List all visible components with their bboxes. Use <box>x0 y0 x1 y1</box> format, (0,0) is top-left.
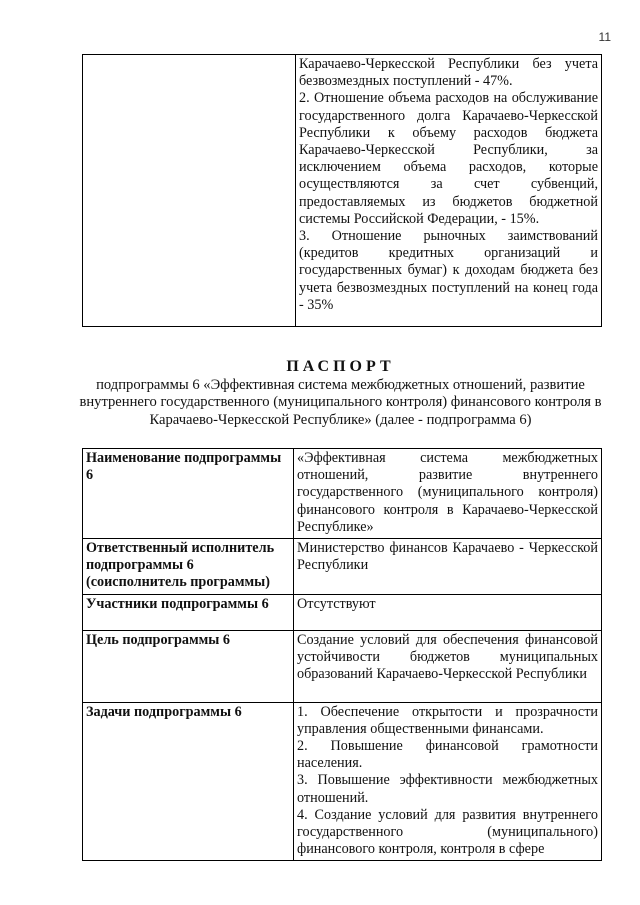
row-label: Задачи подпрограммы 6 <box>83 702 294 861</box>
row-value: Отсутствуют <box>294 594 602 630</box>
row-label: Участники подпрограммы 6 <box>83 594 294 630</box>
page-number: 11 <box>598 30 611 44</box>
continuation-table <box>82 54 602 327</box>
table-row <box>83 594 602 630</box>
indicators-cell <box>296 55 602 327</box>
row-value: Министерство финансов Карачаево - Черкесской Республики <box>294 539 602 595</box>
passport-table <box>82 448 602 861</box>
table-row <box>83 630 602 702</box>
table-row <box>83 539 602 595</box>
task-item: 2. Повышение финансовой грамотности населения. <box>297 738 598 772</box>
left-cell <box>83 55 296 327</box>
row-value: «Эффективная система межбюджетных отношений, развитие внутреннего государственного (муниципального контроля) финансового контроля в Карачаево-Черкесской Республике» <box>294 449 602 539</box>
row-label: Цель подпрограммы 6 <box>83 630 294 702</box>
indicator-item: Карачаево-Черкесской Республики без учета безвозмездных поступлений - 47%. <box>299 56 598 90</box>
task-item: 1. Обеспечение открытости и прозрачности управления общественными финансами. <box>297 703 598 737</box>
row-label: Ответственный исполнитель подпрограммы 6 (соисполнитель программы) <box>83 539 294 595</box>
task-item: 3. Повышение эффективности межбюджетных отношений. <box>297 772 598 806</box>
indicator-item: 3. Отношение рыночных заимствований (кредитов кредитных организаций и государственных бумаг) к доходам бюджета без учета безвозмездных поступлений на конец года - 35% <box>299 228 598 313</box>
passport-title: ПАСПОРТ <box>286 358 395 375</box>
row-value: Создание условий для обеспечения финансовой устойчивости бюджетов муниципальных образований Карачаево-Черкесской Республики <box>294 630 602 702</box>
indicator-item: 2. Отношение объема расходов на обслуживание государственного долга Карачаево-Черкесской Республики к объему расходов бюджета Карачаево-Черкесской Республики, за исключением объема расходов, которые осуществляются за счет субвенций, предоставляемых из бюджетов бюджетной системы Российской Федерации, - 15%. <box>299 90 598 227</box>
passport-subtitle: подпрограммы 6 «Эффективная система межбюджетных отношений, развитие внутреннего государственного (муниципального контроля) финансового контроля в Карачаево-Черкесской Республике» (далее - подпрограмма 6) <box>79 377 602 428</box>
table-row <box>83 702 602 861</box>
passport-heading <box>78 358 603 429</box>
row-label: Наименование подпрограммы 6 <box>83 449 294 539</box>
task-item: 4. Создание условий для развития внутреннего государственного (муниципального) финансового контроля, контроля в сфере <box>297 806 598 858</box>
tasks-cell <box>294 702 602 861</box>
table-row <box>83 449 602 539</box>
table-row <box>83 55 602 327</box>
